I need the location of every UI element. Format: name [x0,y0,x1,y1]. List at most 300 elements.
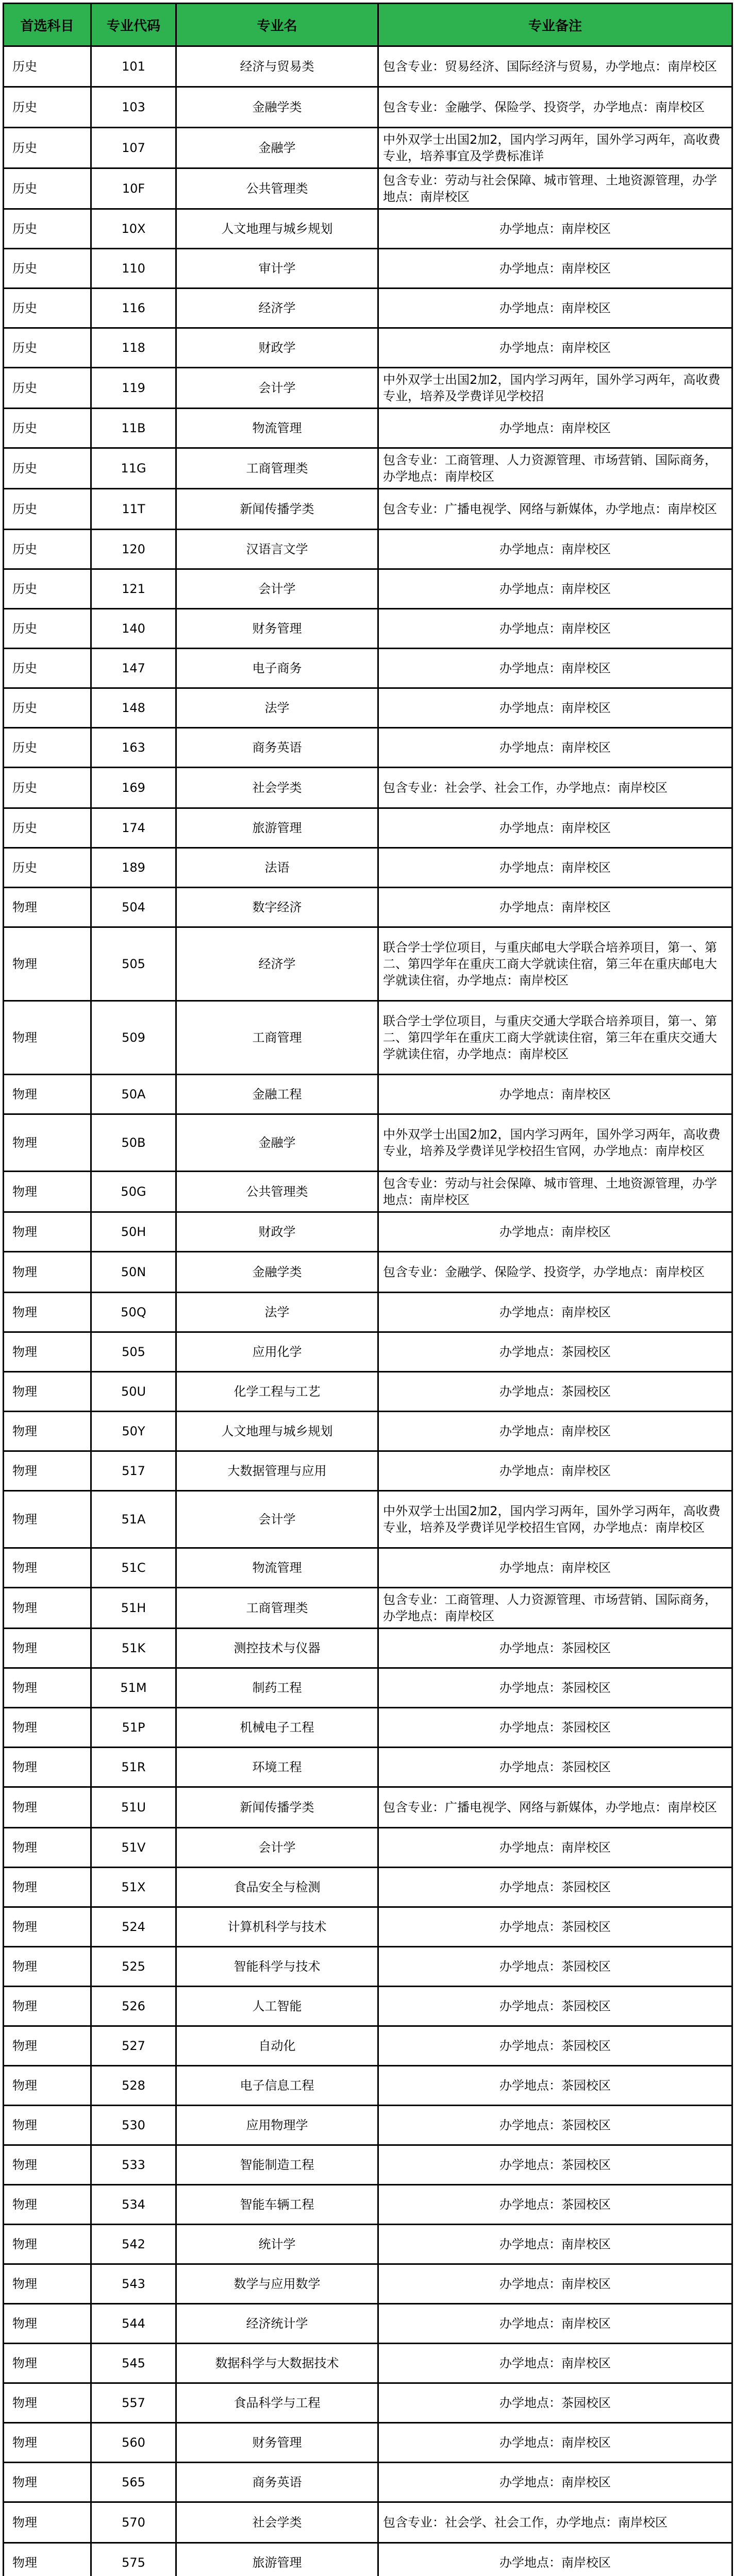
note-cell: 包含专业：劳动与社会保障、城市管理、土地资源管理，办学地点：南岸校区 [378,168,732,209]
code-cell: 50U [91,1372,176,1412]
subject-cell: 历史 [4,448,91,489]
subject-cell: 物理 [4,1172,91,1212]
major-name-cell: 电子商务 [176,649,378,688]
code-cell: 524 [91,1907,176,1947]
major-name-cell: 物流管理 [176,1548,378,1588]
header-row [4,4,732,46]
code-cell: 545 [91,2344,176,2383]
table-row [4,1668,732,1708]
note-cell: 办学地点：茶园校区 [378,1748,732,1787]
code-cell: 189 [91,848,176,888]
note-cell: 办学地点：南岸校区 [378,649,732,688]
code-cell: 575 [91,2543,176,2576]
code-cell: 103 [91,87,176,128]
note-cell: 办学地点：茶园校区 [378,1668,732,1708]
table-row [4,1828,732,1868]
note-cell: 办学地点：南岸校区 [378,2344,732,2383]
major-name-cell: 计算机科学与技术 [176,1907,378,1947]
code-cell: 570 [91,2502,176,2543]
code-cell: 51X [91,1868,176,1907]
note-cell: 包含专业：社会学、社会工作，办学地点：南岸校区 [378,2502,732,2543]
code-cell: 50H [91,1212,176,1252]
subject-cell: 物理 [4,2185,91,2225]
table-row [4,688,732,728]
table-row [4,1708,732,1748]
subject-cell: 物理 [4,2304,91,2344]
table-row [4,1588,732,1629]
subject-cell: 物理 [4,1787,91,1828]
table-row [4,2502,732,2543]
table-row [4,489,732,530]
subject-cell: 历史 [4,609,91,649]
subject-cell: 历史 [4,768,91,808]
major-name-cell: 化学工程与工艺 [176,1372,378,1412]
subject-cell: 物理 [4,1668,91,1708]
table-row [4,1868,732,1907]
subject-cell: 物理 [4,2106,91,2145]
major-name-cell: 数据科学与大数据技术 [176,2344,378,2383]
note-cell: 办学地点：茶园校区 [378,1987,732,2026]
note-cell: 办学地点：茶园校区 [378,2026,732,2066]
note-cell: 办学地点：南岸校区 [378,688,732,728]
code-cell: 528 [91,2066,176,2106]
major-name-cell: 人文地理与城乡规划 [176,209,378,249]
subject-cell: 物理 [4,927,91,1001]
code-cell: 533 [91,2145,176,2185]
code-cell: 147 [91,649,176,688]
table-row [4,2344,732,2383]
table-row [4,2145,732,2185]
note-cell: 包含专业：金融学、保险学、投资学，办学地点：南岸校区 [378,87,732,128]
header-subject: 首选科目 [4,4,91,46]
code-cell: 110 [91,249,176,289]
table-row [4,888,732,927]
table-row [4,2423,732,2463]
major-name-cell: 智能制造工程 [176,2145,378,2185]
major-name-cell: 财政学 [176,328,378,368]
code-cell: 169 [91,768,176,808]
major-name-cell: 金融工程 [176,1075,378,1114]
subject-cell: 物理 [4,2543,91,2576]
major-name-cell: 旅游管理 [176,2543,378,2576]
table-row [4,1451,732,1491]
major-name-cell: 工商管理类 [176,448,378,489]
note-cell: 办学地点：南岸校区 [378,609,732,649]
subject-cell: 物理 [4,1708,91,1748]
code-cell: 11T [91,489,176,530]
code-cell: 542 [91,2225,176,2264]
subject-cell: 物理 [4,1588,91,1629]
major-name-cell: 金融学类 [176,1252,378,1293]
subject-cell: 物理 [4,1332,91,1372]
table-row [4,1787,732,1828]
subject-cell: 历史 [4,289,91,328]
major-name-cell: 人工智能 [176,1987,378,2026]
code-cell: 50Y [91,1412,176,1451]
table-row [4,1947,732,1987]
table-row [4,2225,732,2264]
major-name-cell: 汉语言文学 [176,530,378,569]
note-cell: 办学地点：南岸校区 [378,2264,732,2304]
code-cell: 543 [91,2264,176,2304]
table-row [4,2304,732,2344]
note-cell: 办学地点：南岸校区 [378,1293,732,1332]
subject-cell: 物理 [4,2026,91,2066]
major-name-cell: 人文地理与城乡规划 [176,1412,378,1451]
note-cell: 办学地点：南岸校区 [378,1212,732,1252]
subject-cell: 物理 [4,2383,91,2423]
code-cell: 51H [91,1588,176,1629]
subject-cell: 物理 [4,1372,91,1412]
code-cell: 11G [91,448,176,489]
code-cell: 50Q [91,1293,176,1332]
code-cell: 534 [91,2185,176,2225]
code-cell: 101 [91,46,176,87]
major-name-cell: 新闻传播学类 [176,489,378,530]
subject-cell: 历史 [4,688,91,728]
table-row [4,1001,732,1075]
major-name-cell: 数学与应用数学 [176,2264,378,2304]
note-cell: 中外双学士出国2加2，国内学习两年，国外学习两年，高收费专业，培养事宜及学费标准详 [378,128,732,168]
major-name-cell: 法学 [176,1293,378,1332]
note-cell: 办学地点：南岸校区 [378,1548,732,1588]
subject-cell: 历史 [4,87,91,128]
code-cell: 527 [91,2026,176,2066]
table-row [4,927,732,1001]
code-cell: 11B [91,409,176,448]
table-row [4,209,732,249]
subject-cell: 物理 [4,1252,91,1293]
note-cell: 办学地点：茶园校区 [378,2066,732,2106]
table-row [4,1075,732,1114]
note-cell: 办学地点：南岸校区 [378,888,732,927]
note-cell: 办学地点：茶园校区 [378,1947,732,1987]
major-name-cell: 社会学类 [176,768,378,808]
subject-cell: 历史 [4,409,91,448]
code-cell: 51M [91,1668,176,1708]
code-cell: 51K [91,1629,176,1668]
subject-cell: 物理 [4,2145,91,2185]
code-cell: 148 [91,688,176,728]
table-row [4,728,732,768]
note-cell: 办学地点：南岸校区 [378,2543,732,2576]
subject-cell: 历史 [4,649,91,688]
table-row [4,289,732,328]
note-cell: 办学地点：茶园校区 [378,2383,732,2423]
major-name-cell: 社会学类 [176,2502,378,2543]
table-body [4,46,732,2576]
note-cell: 包含专业：金融学、保险学、投资学，办学地点：南岸校区 [378,1252,732,1293]
major-name-cell: 财政学 [176,1212,378,1252]
subject-cell: 物理 [4,1293,91,1332]
note-cell: 包含专业：劳动与社会保障、城市管理、土地资源管理，办学地点：南岸校区 [378,1172,732,1212]
major-name-cell: 机械电子工程 [176,1708,378,1748]
note-cell: 办学地点：南岸校区 [378,2463,732,2502]
major-name-cell: 食品科学与工程 [176,2383,378,2423]
note-cell: 办学地点：南岸校区 [378,2304,732,2344]
code-cell: 140 [91,609,176,649]
header-name: 专业名 [176,4,378,46]
note-cell: 办学地点：南岸校区 [378,328,732,368]
note-cell: 办学地点：南岸校区 [378,289,732,328]
note-cell: 办学地点：南岸校区 [378,409,732,448]
note-cell: 办学地点：南岸校区 [378,530,732,569]
major-name-cell: 电子信息工程 [176,2066,378,2106]
note-cell: 办学地点：茶园校区 [378,1332,732,1372]
major-name-cell: 商务英语 [176,728,378,768]
subject-cell: 历史 [4,209,91,249]
majors-table [3,3,733,2576]
major-name-cell: 商务英语 [176,2463,378,2502]
major-name-cell: 财务管理 [176,609,378,649]
major-name-cell: 环境工程 [176,1748,378,1787]
major-name-cell: 法学 [176,688,378,728]
code-cell: 116 [91,289,176,328]
code-cell: 50B [91,1114,176,1172]
table-row [4,1172,732,1212]
major-name-cell: 旅游管理 [176,808,378,848]
table-row [4,1293,732,1332]
note-cell: 办学地点：南岸校区 [378,1075,732,1114]
code-cell: 560 [91,2423,176,2463]
subject-cell: 历史 [4,530,91,569]
subject-cell: 物理 [4,1868,91,1907]
subject-cell: 物理 [4,1907,91,1947]
major-name-cell: 测控技术与仪器 [176,1629,378,1668]
table-row [4,2026,732,2066]
subject-cell: 历史 [4,728,91,768]
note-cell: 包含专业：贸易经济、国际经济与贸易，办学地点：南岸校区 [378,46,732,87]
subject-cell: 物理 [4,2502,91,2543]
code-cell: 50A [91,1075,176,1114]
table-row [4,46,732,87]
major-name-cell: 法语 [176,848,378,888]
major-name-cell: 自动化 [176,2026,378,2066]
code-cell: 51P [91,1708,176,1748]
note-cell: 办学地点：南岸校区 [378,2225,732,2264]
major-name-cell: 公共管理类 [176,168,378,209]
code-cell: 174 [91,808,176,848]
table-row [4,2066,732,2106]
table-row [4,1372,732,1412]
note-cell: 办学地点：南岸校区 [378,848,732,888]
code-cell: 517 [91,1451,176,1491]
subject-cell: 历史 [4,808,91,848]
major-name-cell: 金融学类 [176,87,378,128]
note-cell: 办学地点：南岸校区 [378,249,732,289]
code-cell: 525 [91,1947,176,1987]
table-row [4,2264,732,2304]
subject-cell: 物理 [4,1212,91,1252]
major-name-cell: 工商管理 [176,1001,378,1075]
table-row [4,2383,732,2423]
table-row [4,1548,732,1588]
subject-cell: 历史 [4,46,91,87]
code-cell: 526 [91,1987,176,2026]
header-code: 专业代码 [91,4,176,46]
table-row [4,1252,732,1293]
major-name-cell: 审计学 [176,249,378,289]
code-cell: 163 [91,728,176,768]
table-row [4,368,732,409]
code-cell: 119 [91,368,176,409]
note-cell: 中外双学士出国2加2，国内学习两年，国外学习两年，高收费专业，培养及学费详见学校招生官网，办学地点：南岸校区 [378,1114,732,1172]
major-name-cell: 智能车辆工程 [176,2185,378,2225]
subject-cell: 物理 [4,2066,91,2106]
note-cell: 办学地点：南岸校区 [378,569,732,609]
subject-cell: 物理 [4,2344,91,2383]
table-row [4,1987,732,2026]
note-cell: 办学地点：南岸校区 [378,1828,732,1868]
subject-cell: 物理 [4,1947,91,1987]
table-row [4,2106,732,2145]
major-name-cell: 金融学 [176,128,378,168]
subject-cell: 物理 [4,1987,91,2026]
table-row [4,1907,732,1947]
code-cell: 544 [91,2304,176,2344]
major-name-cell: 会计学 [176,368,378,409]
table-row [4,1748,732,1787]
subject-cell: 历史 [4,489,91,530]
table-row [4,249,732,289]
note-cell: 联合学士学位项目，与重庆交通大学联合培养项目，第一、第二、第四学年在重庆工商大学就读住宿，第三年在重庆交通大学就读住宿，办学地点：南岸校区 [378,1001,732,1075]
major-name-cell: 应用物理学 [176,2106,378,2145]
table-row [4,168,732,209]
table-row [4,808,732,848]
note-cell: 包含专业：社会学、社会工作，办学地点：南岸校区 [378,768,732,808]
note-cell: 办学地点：南岸校区 [378,209,732,249]
table-row [4,1629,732,1668]
table-row [4,569,732,609]
note-cell: 办学地点：茶园校区 [378,1708,732,1748]
major-name-cell: 金融学 [176,1114,378,1172]
subject-cell: 物理 [4,1001,91,1075]
major-name-cell: 经济统计学 [176,2304,378,2344]
note-cell: 包含专业：工商管理、人力资源管理、市场营销、国际商务，办学地点：南岸校区 [378,448,732,489]
code-cell: 50G [91,1172,176,1212]
major-name-cell: 经济学 [176,289,378,328]
note-cell: 中外双学士出国2加2，国内学习两年，国外学习两年，高收费专业，培养及学费详见学校招生官网，办学地点：南岸校区 [378,1491,732,1548]
subject-cell: 物理 [4,2225,91,2264]
table-row [4,2185,732,2225]
subject-cell: 历史 [4,168,91,209]
note-cell: 办学地点：茶园校区 [378,2145,732,2185]
header-note: 专业备注 [378,4,732,46]
code-cell: 10X [91,209,176,249]
major-name-cell: 会计学 [176,1491,378,1548]
code-cell: 10F [91,168,176,209]
note-cell: 办学地点：茶园校区 [378,2185,732,2225]
code-cell: 118 [91,328,176,368]
subject-cell: 物理 [4,1412,91,1451]
major-name-cell: 财务管理 [176,2423,378,2463]
code-cell: 557 [91,2383,176,2423]
table-row [4,87,732,128]
code-cell: 509 [91,1001,176,1075]
subject-cell: 历史 [4,328,91,368]
subject-cell: 物理 [4,1114,91,1172]
subject-cell: 历史 [4,128,91,168]
code-cell: 51A [91,1491,176,1548]
table-row [4,2463,732,2502]
subject-cell: 物理 [4,888,91,927]
code-cell: 51R [91,1748,176,1787]
table-row [4,848,732,888]
code-cell: 51V [91,1828,176,1868]
subject-cell: 历史 [4,368,91,409]
major-name-cell: 统计学 [176,2225,378,2264]
subject-cell: 物理 [4,2264,91,2304]
note-cell: 包含专业：广播电视学、网络与新媒体，办学地点：南岸校区 [378,489,732,530]
table-row [4,1491,732,1548]
code-cell: 51U [91,1787,176,1828]
subject-cell: 物理 [4,1748,91,1787]
table-row [4,1114,732,1172]
table-row [4,328,732,368]
table-row [4,768,732,808]
major-name-cell: 会计学 [176,569,378,609]
table-row [4,1332,732,1372]
major-name-cell: 数字经济 [176,888,378,927]
table-row [4,128,732,168]
major-name-cell: 新闻传播学类 [176,1787,378,1828]
major-name-cell: 经济与贸易类 [176,46,378,87]
subject-cell: 物理 [4,1075,91,1114]
subject-cell: 物理 [4,1451,91,1491]
note-cell: 中外双学士出国2加2，国内学习两年，国外学习两年，高收费专业，培养及学费详见学校招 [378,368,732,409]
note-cell: 包含专业：工商管理、人力资源管理、市场营销、国际商务，办学地点：南岸校区 [378,1588,732,1629]
major-name-cell: 制药工程 [176,1668,378,1708]
note-cell: 办学地点：茶园校区 [378,2106,732,2145]
major-name-cell: 智能科学与技术 [176,1947,378,1987]
subject-cell: 物理 [4,2463,91,2502]
subject-cell: 物理 [4,1548,91,1588]
note-cell: 办学地点：南岸校区 [378,728,732,768]
note-cell: 办学地点：茶园校区 [378,1372,732,1412]
code-cell: 505 [91,927,176,1001]
subject-cell: 物理 [4,1491,91,1548]
note-cell: 办学地点：南岸校区 [378,1412,732,1451]
note-cell: 包含专业：广播电视学、网络与新媒体，办学地点：南岸校区 [378,1787,732,1828]
subject-cell: 历史 [4,569,91,609]
table-row [4,609,732,649]
note-cell: 办学地点：南岸校区 [378,808,732,848]
table-row [4,649,732,688]
subject-cell: 物理 [4,2423,91,2463]
major-name-cell: 会计学 [176,1828,378,1868]
major-name-cell: 食品安全与检测 [176,1868,378,1907]
table-row [4,2543,732,2576]
table-row [4,448,732,489]
code-cell: 120 [91,530,176,569]
note-cell: 办学地点：茶园校区 [378,1907,732,1947]
note-cell: 办学地点：南岸校区 [378,2423,732,2463]
note-cell: 办学地点：南岸校区 [378,1451,732,1491]
note-cell: 办学地点：茶园校区 [378,1868,732,1907]
code-cell: 50N [91,1252,176,1293]
major-name-cell: 工商管理类 [176,1588,378,1629]
note-cell: 联合学士学位项目，与重庆邮电大学联合培养项目，第一、第二、第四学年在重庆工商大学就读住宿，第三年在重庆邮电大学就读住宿，办学地点：南岸校区 [378,927,732,1001]
major-name-cell: 大数据管理与应用 [176,1451,378,1491]
code-cell: 121 [91,569,176,609]
code-cell: 505 [91,1332,176,1372]
subject-cell: 历史 [4,848,91,888]
subject-cell: 物理 [4,1629,91,1668]
subject-cell: 物理 [4,1828,91,1868]
note-cell: 办学地点：茶园校区 [378,1629,732,1668]
major-name-cell: 经济学 [176,927,378,1001]
table-row [4,409,732,448]
